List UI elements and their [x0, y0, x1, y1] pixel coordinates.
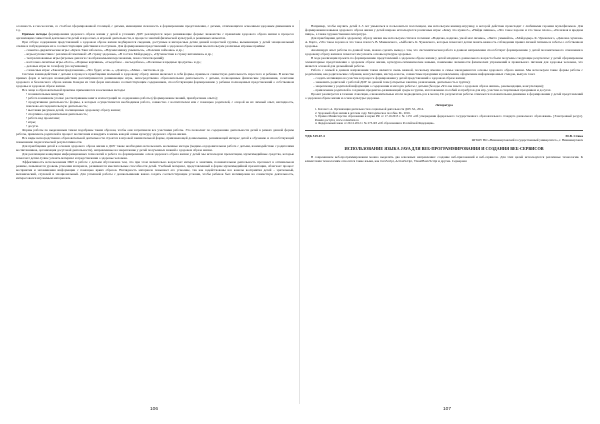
section-divider — [305, 130, 583, 131]
list-item: – деловые игры по телефону (на заучивание); — [24, 64, 294, 68]
paragraph: Для реализации концепции информационных технологий в работе по формированию основ здорового образа жизни у детей мы используем презентации, мультимедийные средства, которые помогают детям лучше усвоить материал и представления о здоровье человека. — [16, 152, 294, 160]
list-item: – настольно-печатные игры «Лото», «Парные картинки», «Съедобное – несъедобное», «Полезные и вредные продукты» и др.; — [24, 60, 294, 64]
list-item: • продуктивная деятельность: формы, в которых осуществляется необходимая работа, совместно с воспитателем или с помощью родителей, с опорой на их личный опыт, наглядность, поисково-исследовательскую деятельность; — [26, 100, 294, 108]
literature-entry: 4. Федеральный закон от 29.12.2012 г. № 273-ФЗ «Об образовании в Российской Федерации». — [315, 121, 435, 126]
list-item: – игры-путешествия с различной тематикой: «В страну здоровья», «В гости к Мойдодыру», «Путешествие в страну витаминов» и др.; — [24, 52, 294, 56]
paragraph: осознность к гносеологии, со столбом сформированной столицей, с детьми, имеющими склонность к формированию представления, с детьми, отличающихся освоенным здоровым движением и т.д. — [16, 24, 294, 32]
list-item: – театрализованные игры (игровые диалоги с воображаемыми персонажами, показ стихотворений); — [24, 56, 294, 60]
right-page — [305, 24, 583, 400]
paragraph — [16, 32, 294, 40]
udc-code: УДК 519.67.4 — [305, 133, 325, 138]
paragraph: Для приобщения детей к здоровому образу жизни мы используем стихи и потешки: «Водичка, водичка, умой моё личико», «Чисто умывайся», «Мойдодыр» К. Чуковского, «Девочка чумазая» А. Барто, «Что такое хорошо и что такое плохо?» В. Маяковского, «Айболит» К. Чуковского, которые помогают детям понять важность соблюдения правил личной гигиены и заботы о собственном здоровье. — [305, 36, 583, 48]
article-title: ИСПОЛЬЗОВАНИЕ ЯЗЫКА JAVA ДЛЯ ВЕБ-ПРОГРАММИРОВАНИЯ И СОЗДАНИЯ ВЕБ-СЕРВИСОВ — [344, 146, 544, 152]
page-number-right: 107 — [443, 407, 452, 412]
list-item: – привлечение родителей к созданию предметно-развивающей среды в группе, изготовлению пособий и атрибутов для игр, участию в спортивных праздниках и досугах. — [313, 88, 583, 92]
author-name: М.В. Стяка — [565, 133, 583, 138]
list-item: – словесные игры: «Закончи предложение», «Что будет, если...», «Доктор», «Мама – чистюля» и др. — [24, 68, 294, 72]
paragraph: Анализируя опыт работы по данной теме, можно сделать вывод о том, что систематическая работа в данном направлении способствует формированию у детей положительного отношения к здоровому образу жизни и помогает им усвоить основы культуры здоровья. — [305, 48, 583, 56]
page-gutter — [299, 20, 300, 404]
paragraph: При отборе содержания представлений о здоровом образе жизни подбираются сведения, доступные и интересные детям данной возрастной группы, вызывающие у детей эмоциональный отклик и побуждающие их к соответствующим действиям и поступкам. Для формирования представлений о здоровом образе жизни мы используем различные игровые приёмы: — [16, 40, 294, 48]
list-item: • досуги. — [26, 124, 294, 128]
list-item: • выставки рисунков детей, посвященные здоровому образу жизни; — [26, 108, 294, 112]
list-item: • познавательные минутки; — [26, 92, 294, 96]
article-intro-paragraph: В современном веб-программировании можно выделить два ключевых направления: создание веб-приложений и веб-сервисов. Для этих целей используются различные технологии. К клиентским технологиям относятся такие языки, как JavaScript, ActionScript, VisualBasicScript и другие. Серверная — [305, 154, 583, 163]
literature-entry: 3. Приказ Министерства образования и науки РФ от 17.10.2013 г. № 1155 «Об утверждении федерального государственного образовательного стандарта дошкольного образования». [Электронный ресурс]. Режим доступа: www.consultant.ru — [315, 114, 583, 122]
author-affiliation: ФГБОУ ВО «Нижневартовский государственный университет», г. Нижневартовск — [471, 138, 583, 143]
paragraph: В ходе реализации проекта по формированию представлений о здоровом образе жизни у детей младшего дошкольного возраста были получены следующие результаты: у детей сформированы элементарные представления о здоровом образе жизни, культурно-гигиенические навыки, понимание значимости физических упражнений и правильного питания для здоровья человека, что является основой для дальнейшей работы. — [305, 56, 583, 68]
literature-title: Литература — [435, 103, 453, 107]
paragraph: Для приобщения детей к основам здорового образа жизни в ДОУ также необходимо использовать косвенные методы (медико-оздоровительная работа с детьми, взаимодействие с родителями воспитанников, организация досуговой деятельности), направленные на закрепление у детей полученных знаний о здоровом образе жизни. — [16, 144, 294, 152]
paragraph-text: формирования здорового образа жизни у детей в условиях ДОУ реализуются через развивающие формы: знакомство с правилами здорового образа жизни в процессе организации совместной деятельности детей и взрослых, в игровой деятельности, в процессе занятий физической культурой, в режимных моментах. — [16, 32, 294, 40]
paragraph: Формы работы по выделенным темам подобраны таким образом, чтобы они затрагивали все участники работы. Это позволяет по содержанию деятельности детей в рамках данной формы работы, привлекать родителей в процесс воспитания и внедрять в жизнь каждой семьи культуру здорового образа жизни. — [16, 128, 294, 136]
paragraph: Все виды непосредственно образовательной деятельности строятся в игровой занимательной форме, привлекающей дошкольника, развивающей интерес детей к обучению и способствующей повышению педагогической результативности. — [16, 136, 294, 144]
paragraph: Система взаимодействия с детьми в процессе приобщения малышей к здоровому образу жизни включает в себя формы, приемы и совместную деятельность взрослого и ребенка. В качестве прямых форм и методов взаимодействия рассматриваются развивающие игры, непосредственно образовательная деятельность с детьми, полноценные физические упражнения, сочетание здорового и безопасного образа жизни. Каждая из этих форм наполнена соответствующим содержанием, способствующим формированию у ребенка полноценных представлений о собственном здоровье и здоровом образе жизни. — [16, 72, 294, 88]
list-item: – сюжетно-дидактические игры: «Кукла Таня заболела», «Научим мишку умываться», «Полечим зайчонка» и др.; — [24, 48, 294, 52]
list-item: – закрепление у родителей информации о содержании и методах работы с детьми (беседы «Что вы знаете о здоровом образе жизни», рекомендации, консультации); — [313, 84, 583, 88]
right-page-body — [305, 24, 583, 100]
list-item: • работа над проектами; — [26, 116, 294, 120]
literature-entry: 2. Здоровый образ жизни в детском саду. Методическое пособие. М., 2016. — [315, 110, 411, 115]
paragraph: Все чаще в образовательной практике применяются и косвенные методы: — [22, 88, 126, 92]
list-item: – создать мотивацию на участие в процессе формирования у детей представлений о здоровом образе жизни; — [313, 76, 583, 80]
list-item: – знакомить родителей с работой ДОУ по данной теме (открытые занятия, развлечения, деятельность в группе); — [313, 80, 583, 84]
list-item: • игры; — [26, 120, 294, 124]
literature-list — [305, 108, 583, 126]
page-number-left: 106 — [150, 407, 159, 412]
paragraph: Работа с семьей в данном направлении также является очень важной, поскольку именно в семье закладываются основы здорового образа жизни. Мы используем такие формы работы с родителями, как родительские собрания, консультации, мастер-классы, совместные праздники и развлечения, оформление информационных стендов, выпуск газет. — [305, 68, 583, 76]
literature-entry: 1. Котова С.А. Организация деятельности в социальной деятельности ДОУ. М., 2014. — [315, 107, 424, 111]
paragraph-lead: Прямые методы — [22, 32, 47, 36]
paragraph: Проект реализуется в течение 4 месяцев, ознакомительные итоги подводились раз в месяц. По результатам работы отмечается положительная динамика в формировании у детей представлений о здоровом образе жизни и основ культуры здоровья. — [305, 92, 583, 100]
left-page — [16, 24, 294, 400]
list-item: • работа в книжном уголке: рассматривание книг и иллюстраций по содержанию работы (сформирование знаний, приобретение опыта); — [26, 96, 294, 100]
list-item: • спортивно-оздоровительная деятельность; — [26, 112, 294, 116]
paragraph: Эффективность использования ИКТ в работе с детьми обусловлена тем, что при этом значительно возрастает интерес к занятиям, познавательная деятельность протекает в оптимальном режиме, повышается уровень усвоения материала, развиваются мыслительные способности детей. Учебный материал, представленный в форме мультимедийной презентации, облегчает процесс восприятия и запоминания информации с помощью ярких образов. Наглядность материала повышает его усвоение, так как задействованы все каналы восприятия детей – зрительный, механический, слуховой и эмоциональный. Для успешной работы с дошкольниками важно создать соответствующие условия, чтобы ребенок был мотивирован на совместную деятельность, интересовался изучаемым материалом. — [16, 160, 294, 180]
paragraph: Например, чтобы научить детей 2–3 лет умываться и пользоваться полотенцем, мы используем книжку-игрушку, в которой действие происходит с любимыми героями мультфильмов. Для формирования навыков здорового образа жизни у детей широко используются различные игры: «Кому что нужно?», «Найди лишнее», «Что такое хорошо и что такое плохо», «Полезная и вредная пища», а также художественная литература. — [305, 24, 583, 36]
